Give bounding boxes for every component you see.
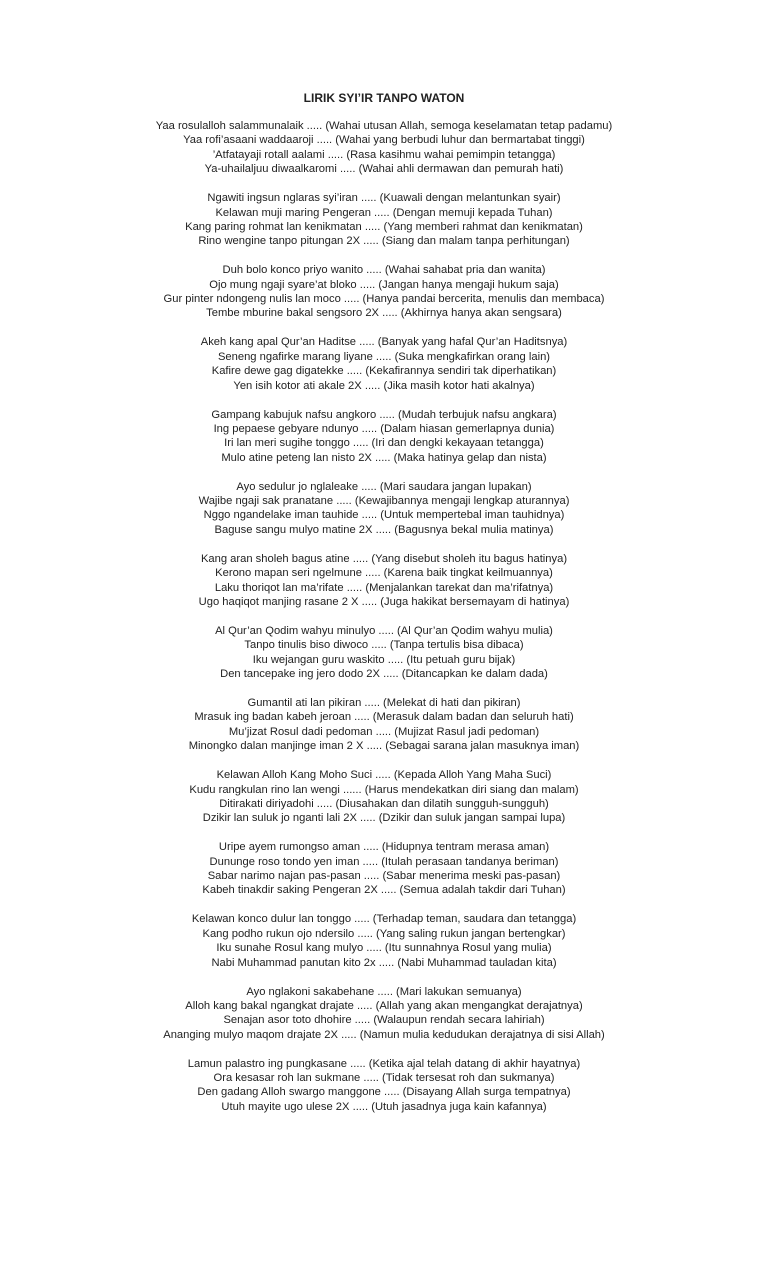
lyric-line: Yaa rofi’asaani waddaaroji ..... (Wahai yang berbudi luhur dan bermartabat tinggi)	[183, 134, 585, 147]
lyric-line: Ojo mung ngaji syare’at bloko ..... (Jangan hanya mengaji hukum saja)	[209, 278, 559, 291]
lyric-line: Ugo haqiqot manjing rasane 2 X ..... (Juga hakikat bersemayam di hatinya)	[198, 595, 570, 608]
stanza	[0, 985, 768, 1043]
lyric-line: ’Atfatayaji rotall aalami ..... (Rasa kasihmu wahai pemimpin tetangga)	[212, 148, 556, 161]
lyric-line: Utuh mayite ugo ulese 2X ..... (Utuh jasadnya juga kain kafannya)	[221, 1100, 547, 1113]
lyric-line: Wajibe ngaji sak pranatane ..... (Kewajibannya mengaji lengkap aturannya)	[198, 495, 570, 508]
lyric-line: Lamun palastro ing pungkasane ..... (Ketika ajal telah datang di akhir hayatnya)	[187, 1057, 581, 1070]
stanza	[0, 263, 768, 321]
lyric-line: Al Qur’an Qodim wahyu minulyo ..... (Al Qur’an Qodim wahyu mulia)	[215, 624, 553, 637]
document-title: LIRIK SYI’IR TANPO WATON	[303, 91, 465, 105]
lyric-line: Gampang kabujuk nafsu angkoro ..... (Mudah terbujuk nafsu angkara)	[211, 408, 557, 421]
lyric-line: Kelawan Alloh Kang Moho Suci ..... (Kepada Alloh Yang Maha Suci)	[216, 769, 552, 782]
lyric-line: Mulo atine peteng lan nisto 2X ..... (Maka hatinya gelap dan nista)	[221, 451, 547, 464]
lyric-line: Kudu rangkulan rino lan wengi ...... (Harus mendekatkan diri siang dan malam)	[189, 783, 579, 796]
lyric-line: Sabar narimo najan pas-pasan ..... (Sabar menerima meski pas-pasan)	[207, 870, 561, 883]
lyric-line: Mu’jizat Rosul dadi pedoman ..... (Mujizat Rasul jadi pedoman)	[228, 725, 540, 738]
lyric-line: Gumantil ati lan pikiran ..... (Melekat di hati dan pikiran)	[247, 697, 521, 709]
lyric-line: Alloh kang bakal ngangkat drajate ..... (Allah yang akan mengangkat derajatnya)	[185, 999, 583, 1012]
lyric-line: Akeh kang apal Qur’an Haditse ..... (Banyak yang hafal Qur’an Haditsnya)	[200, 336, 568, 349]
lyric-line: Iku sunahe Rosul kang mulyo ..... (Itu sunnahnya Rosul yang mulia)	[216, 942, 552, 955]
lyric-line: Uripe ayem rumongso aman ..... (Hidupnya tentram merasa aman)	[218, 841, 550, 854]
lyric-line: Yen isih kotor ati akale 2X ..... (Jika masih kotor hati akalnya)	[233, 379, 535, 392]
lyric-line: Kerono mapan seri ngelmune ..... (Karena baik tingkat keilmuannya)	[215, 567, 553, 580]
lyric-line: Kelawan konco dulur lan tonggo ..... (Terhadap teman, saudara dan tetangga)	[191, 913, 577, 926]
stanza	[0, 768, 768, 826]
lyric-line: Ora kesasar roh lan sukmane ..... (Tidak tersesat roh dan sukmanya)	[213, 1072, 555, 1085]
lyric-line: Yaa rosulalloh salammunalaik ..... (Wahai utusan Allah, semoga keselamatan tetap padamu)	[155, 120, 613, 132]
lyric-line: Kabeh tinakdir saking Pengeran 2X ..... (Semua adalah takdir dari Tuhan)	[202, 884, 566, 897]
lyric-line: Tanpo tinulis biso diwoco ..... (Tanpa tertulis bisa dibaca)	[244, 639, 524, 652]
stanza	[0, 480, 768, 538]
stanza	[0, 696, 768, 754]
stanza	[0, 335, 768, 393]
lyric-line: Duh bolo konco priyo wanito ..... (Wahai sahabat pria dan wanita)	[222, 264, 546, 277]
stanza	[0, 119, 768, 177]
lyric-line: Rino wengine tanpo pitungan 2X ..... (Siang dan malam tanpa perhitungan)	[198, 235, 570, 248]
stanza	[0, 408, 768, 466]
lyric-line: Tembe mburine bakal sengsoro 2X ..... (Akhirnya hanya akan sengsara)	[206, 307, 562, 320]
lyric-line: Seneng ngafirke marang liyane ..... (Suka mengkafirkan orang lain)	[217, 350, 551, 363]
lyric-line: Den tancepake ing jero dodo 2X ..... (Ditancapkan ke dalam dada)	[220, 668, 548, 681]
lyric-line: Iku wejangan guru waskito ..... (Itu petuah guru bijak)	[252, 653, 516, 666]
lyric-line: Mrasuk ing badan kabeh jeroan ..... (Merasuk dalam badan dan seluruh hati)	[194, 711, 574, 724]
stanza	[0, 1057, 768, 1115]
lyric-line: Ananging mulyo maqom drajate 2X ..... (Namun mulia kedudukan derajatnya di sisi Allah)	[163, 1028, 605, 1041]
lyric-line: Ing pepaese gebyare ndunyo ..... (Dalam hiasan gemerlapnya dunia)	[213, 422, 555, 435]
lyric-line: Minongko dalan manjinge iman 2 X ..... (Sebagai sarana jalan masuknya iman)	[188, 740, 580, 753]
lyric-line: Nggo ngandelake iman tauhide ..... (Untuk mempertebal iman tauhidnya)	[203, 509, 565, 522]
lyrics-body	[0, 119, 768, 1129]
lyric-line: Baguse sangu mulyo matine 2X ..... (Bagusnya bekal mulia matinya)	[214, 523, 554, 536]
stanza	[0, 191, 768, 249]
lyric-line: Ditirakati diriyadohi ..... (Diusahakan dan dilatih sungguh-sungguh)	[219, 797, 549, 810]
lyric-line: Ayo sedulur jo nglaleake ..... (Mari saudara jangan lupakan)	[236, 480, 532, 493]
lyric-line: Kelawan muji maring Pengeran ..... (Dengan memuji kepada Tuhan)	[215, 206, 553, 219]
lyric-line: Kang aran sholeh bagus atine ..... (Yang disebut sholeh itu bagus hatinya)	[200, 552, 568, 565]
lyric-line: Senajan asor toto dhohire ..... (Walaupun rendah secara lahiriah)	[223, 1014, 545, 1027]
lyric-line: Nabi Muhammad panutan kito 2x ..... (Nabi Muhammad tauladan kita)	[211, 956, 557, 969]
stanza	[0, 624, 768, 682]
lyric-line: Ngawiti ingsun nglaras syi’iran ..... (Kuawali dengan melantunkan syair)	[207, 192, 561, 205]
lyric-line: Kang podho rukun ojo ndersilo ..... (Yang saling rukun jangan bertengkar)	[202, 927, 566, 940]
stanza	[0, 552, 768, 610]
lyric-line: Dzikir lan suluk jo nganti lali 2X ..... (Dzikir dan suluk jangan sampai lupa)	[202, 812, 566, 825]
lyric-line: Gur pinter ndongeng nulis lan moco ..... (Hanya pandai bercerita, menulis dan membaca)	[163, 293, 605, 306]
lyric-line: Laku thoriqot lan ma’rifate ..... (Menjalankan tarekat dan ma’rifatnya)	[214, 581, 554, 594]
lyric-line: Den gadang Alloh swargo manggone ..... (Disayang Allah surga tempatnya)	[197, 1086, 571, 1099]
lyric-line: Ayo nglakoni sakabehane ..... (Mari lakukan semuanya)	[246, 985, 522, 998]
lyric-line: Kang paring rohmat lan kenikmatan ..... (Yang memberi rahmat dan kenikmatan)	[185, 220, 583, 233]
lyric-line: Kafire dewe gag digatekke ..... (Kekafirannya sendiri tak diperhatikan)	[211, 365, 557, 378]
stanza	[0, 912, 768, 970]
lyric-line: Dununge roso tondo yen iman ..... (Itulah perasaan tandanya beriman)	[209, 855, 559, 868]
stanza	[0, 840, 768, 898]
lyric-line: Iri lan meri sugihe tonggo ..... (Iri dan dengki kekayaan tetangga)	[224, 437, 544, 450]
lyric-line: Ya-uhailaljuu diwaalkaromi ..... (Wahai ahli dermawan dan pemurah hati)	[204, 163, 564, 176]
